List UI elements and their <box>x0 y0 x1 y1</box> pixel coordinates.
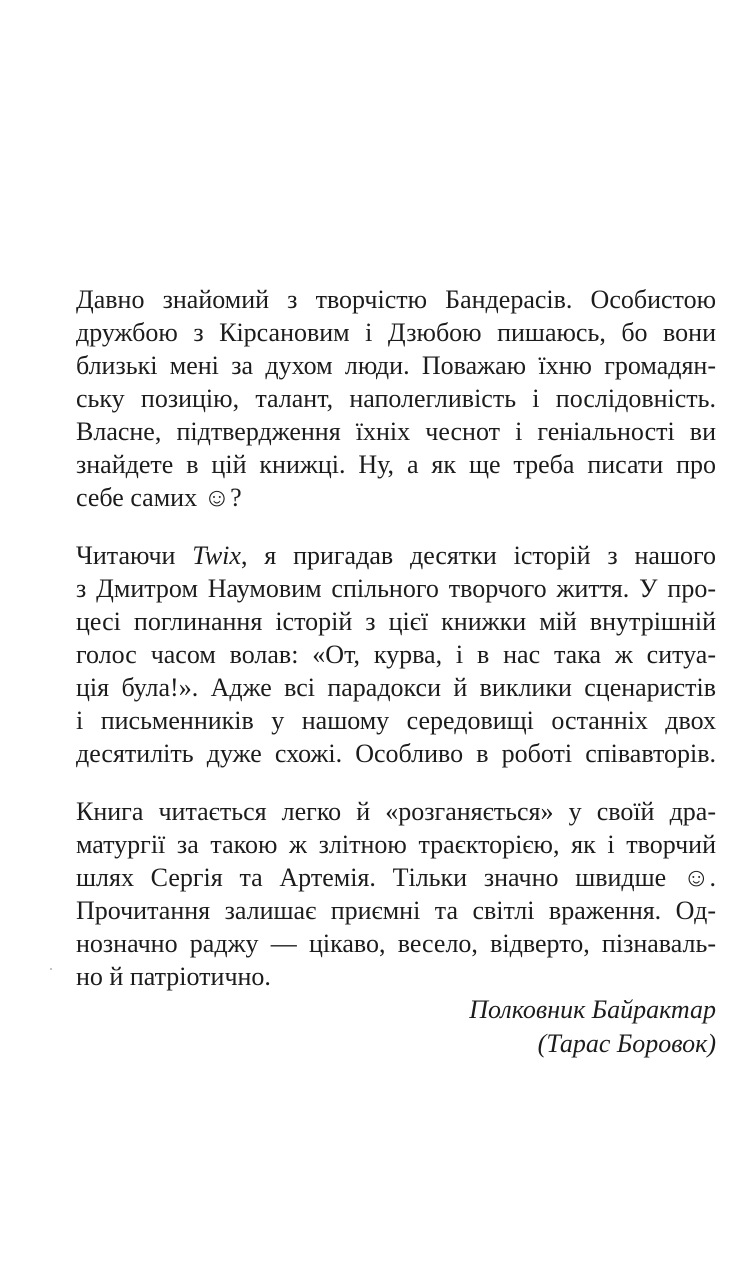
paragraph-1 <box>76 283 716 514</box>
paragraph-3 <box>76 795 716 993</box>
text-line: Книга читається легко й «розганяється» у своїй дра- <box>76 797 716 826</box>
page-speck <box>50 968 52 970</box>
text-line: десятиліть дуже схожі. Особливо в роботі співавторів. <box>76 739 716 768</box>
text-line: но й патріотично. <box>76 962 271 991</box>
text-line: близькі мені за духом люди. Поважаю їхню громадян- <box>76 351 716 380</box>
signature <box>469 993 716 1061</box>
text-line: цесі поглинання історій з цієї книжки мій внутрішній <box>76 607 716 636</box>
text-line: Давно знайомий з творчістю Бандерасів. Особистою <box>76 285 716 314</box>
text-line-with-title <box>76 539 716 572</box>
text-line: дружбою з Кірсановим і Дзюбою пишаюсь, бо вони <box>76 318 716 347</box>
text-line: з Дмитром Наумовим спільного творчого життя. У про- <box>76 574 716 603</box>
signature-name: Полковник Байрактар <box>469 995 716 1024</box>
text-line: нозначно раджу — цікаво, весело, відверто, пізнаваль- <box>76 929 716 958</box>
text-fragment: Читаючи <box>76 541 193 570</box>
text-line: голос часом волав: «От, курва, і в нас така ж ситуа- <box>76 640 716 669</box>
text-line: Прочитання залишає приємні та світлі враження. Од- <box>76 896 716 925</box>
signature-real-name: (Тарас Боровок) <box>537 1029 716 1058</box>
text-line: і письменників у нашому середовищі останніх двох <box>76 706 716 735</box>
body-text <box>76 283 716 1018</box>
text-line: Власне, підтвердження їхніх чеснот і геніальності ви <box>76 417 716 446</box>
text-line: ську позицію, талант, наполегливість і послідовність. <box>76 384 716 413</box>
text-line: ція була!». Адже всі парадокси й виклики сценаристів <box>76 673 716 702</box>
text-line: себе самих ☺? <box>76 483 242 512</box>
book-title-twix: Twix <box>192 541 241 570</box>
text-line: матургії за такою ж злітною траєкторією, як і творчий <box>76 830 716 859</box>
text-line: шлях Сергія та Артемія. Тільки значно швидше ☺. <box>76 863 716 892</box>
text-fragment: , я пригадав десятки історій з нашого <box>240 541 716 570</box>
paragraph-2 <box>76 539 716 770</box>
text-line: знайдете в цій книжці. Ну, а як ще треба писати про <box>76 450 716 479</box>
